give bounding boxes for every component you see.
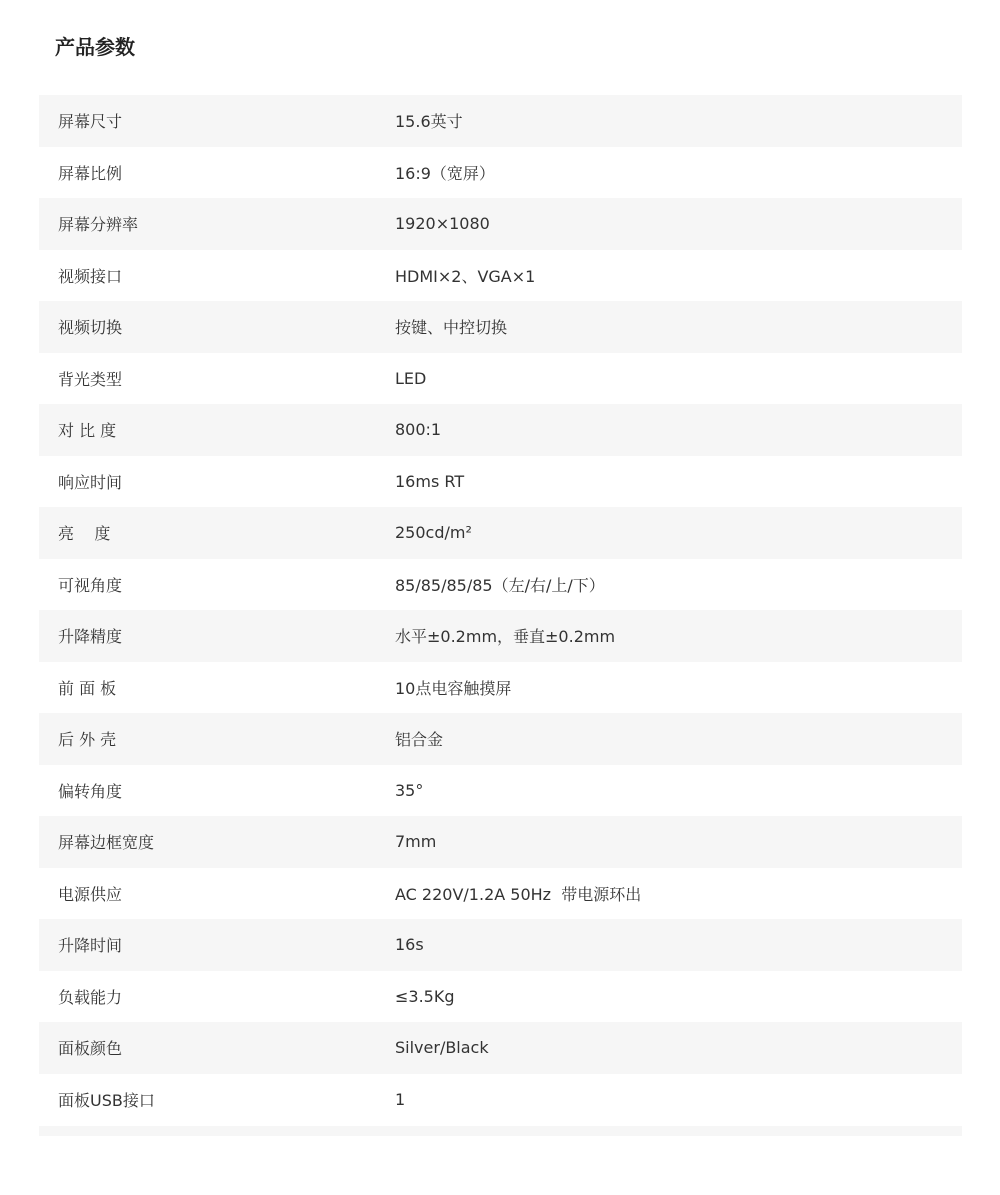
spec-row xyxy=(39,404,962,456)
spec-value: HDMI×2、VGA×1 xyxy=(395,266,536,286)
spec-label: 屏幕尺寸 xyxy=(58,112,123,132)
spec-label: 亮 度 xyxy=(58,524,111,544)
spec-label: 面板颜色 xyxy=(58,1039,123,1059)
spec-value: 1920×1080 xyxy=(395,214,490,234)
spec-row xyxy=(39,816,962,868)
spec-row xyxy=(39,456,962,508)
spec-row xyxy=(39,95,962,147)
spec-value: 铝合金 xyxy=(395,730,444,750)
spec-label: 面板USB接口 xyxy=(58,1090,155,1110)
spec-label: 响应时间 xyxy=(58,472,123,492)
spec-row xyxy=(39,198,962,250)
spec-row xyxy=(39,301,962,353)
spec-label: 后 外 壳 xyxy=(58,730,117,750)
spec-row xyxy=(39,662,962,714)
spec-value: 85/85/85/85（左/右/上/下） xyxy=(395,575,605,595)
spec-label: 升降精度 xyxy=(58,627,123,647)
spec-value: 16:9（宽屏） xyxy=(395,163,495,183)
spec-value: 35° xyxy=(395,780,424,800)
spec-row xyxy=(39,1074,962,1126)
spec-label: 视频接口 xyxy=(58,266,123,286)
spec-value: 水平±0.2mm，垂直±0.2mm xyxy=(395,627,616,647)
spec-value: 按键、中控切换 xyxy=(395,318,508,338)
spec-label: 偏转角度 xyxy=(58,781,123,801)
spec-value: ≤3.5Kg xyxy=(395,986,455,1006)
spec-label: 视频切换 xyxy=(58,318,123,338)
spec-label: 负载能力 xyxy=(58,987,123,1007)
spec-row xyxy=(39,147,962,199)
spec-row xyxy=(39,353,962,405)
spec-value: 1 xyxy=(395,1089,406,1109)
spec-label: 前 面 板 xyxy=(58,678,117,698)
table-bottom-strip xyxy=(39,1126,962,1136)
spec-value: AC 220V/1.2A 50Hz 带电源环出 xyxy=(395,884,642,904)
spec-row xyxy=(39,713,962,765)
spec-value: 16s xyxy=(395,935,424,955)
spec-row xyxy=(39,971,962,1023)
spec-value: Silver/Black xyxy=(395,1038,489,1058)
spec-value: 15.6英寸 xyxy=(395,112,463,132)
spec-value: 10点电容触摸屏 xyxy=(395,678,512,698)
spec-label: 背光类型 xyxy=(58,369,123,389)
spec-row xyxy=(39,250,962,302)
spec-row xyxy=(39,868,962,920)
spec-label: 升降时间 xyxy=(58,936,123,956)
spec-label: 对 比 度 xyxy=(58,421,117,441)
spec-label: 屏幕边框宽度 xyxy=(58,833,155,853)
spec-row xyxy=(39,559,962,611)
spec-table xyxy=(39,95,962,1125)
spec-value: LED xyxy=(395,368,427,388)
spec-row xyxy=(39,765,962,817)
spec-row xyxy=(39,507,962,559)
spec-row xyxy=(39,610,962,662)
spec-label: 可视角度 xyxy=(58,575,123,595)
spec-row xyxy=(39,919,962,971)
page-title: 产品参数 xyxy=(55,35,135,59)
spec-label: 电源供应 xyxy=(58,884,123,904)
spec-value: 16ms RT xyxy=(395,471,465,491)
spec-value: 800:1 xyxy=(395,420,442,440)
spec-label: 屏幕比例 xyxy=(58,163,123,183)
spec-label: 屏幕分辨率 xyxy=(58,215,139,235)
spec-value: 250cd/m² xyxy=(395,523,472,543)
spec-row xyxy=(39,1022,962,1074)
spec-value: 7mm xyxy=(395,832,437,852)
